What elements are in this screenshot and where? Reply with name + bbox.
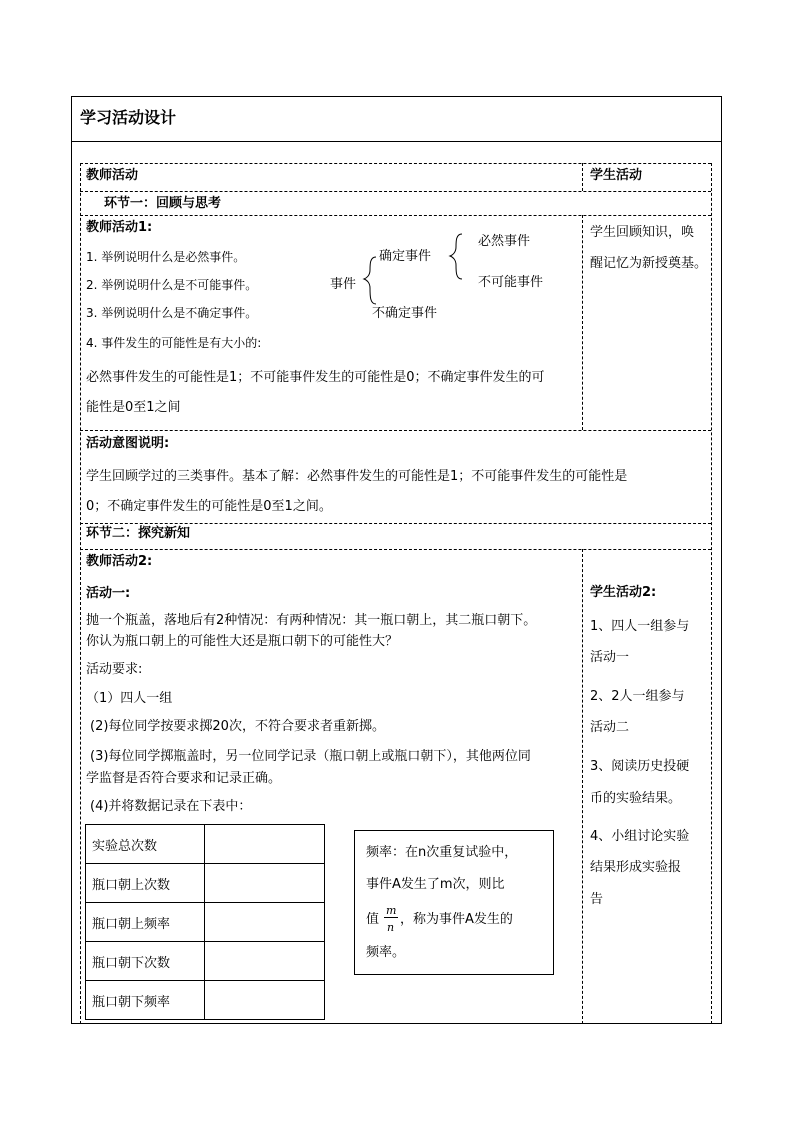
teacher-activity-1-label: 教师活动1: <box>86 220 153 235</box>
review-item-4: 4. 事件发生的可能性是有大小的: <box>86 336 262 350</box>
review-item-3: 3. 举例说明什么是不确定事件。 <box>86 306 258 320</box>
student-review-line1: 学生回顾知识，唤 <box>590 225 695 240</box>
diagram-brackets <box>360 228 480 312</box>
probability-summary-line1: 必然事件发生的可能性是1；不可能事件发生的可能性是0；不确定事件发生的可 <box>86 370 545 385</box>
intent-title: 活动意图说明: <box>86 436 170 451</box>
frequency-line1: 频率：在n次重复试验中， <box>366 845 518 860</box>
diagram-root-event: 事件 <box>330 277 357 292</box>
fraction-denominator: n <box>387 921 395 934</box>
teacher-activity-header: 教师活动 <box>86 168 139 183</box>
inner-left-border <box>80 163 81 1024</box>
inner-right-border <box>711 163 712 1024</box>
column-divider <box>582 163 583 191</box>
requirement-1: （1）四人一组 <box>86 691 173 706</box>
problem-line1: 抛一个瓶盖，落地后有2种情况：有两种情况：其一瓶口朝上，其二瓶口朝下。 <box>86 613 537 628</box>
problem-line2: 你认为瓶口朝上的可能性大还是瓶口朝下的可能性大？ <box>86 634 399 649</box>
diagram-sure-event: 必然事件 <box>478 234 531 249</box>
table-row <box>86 903 325 942</box>
student-review-line2: 醒记忆为新授奠基。 <box>590 256 708 271</box>
student-activity-line: 结果形成实验报 <box>590 860 682 875</box>
student-activity-line: 2、2人一组参与 <box>590 689 685 704</box>
segment1-title: 环节一：回顾与思考 <box>104 196 222 211</box>
diagram-uncertain-event: 不确定事件 <box>372 306 438 321</box>
intent-line1: 学生回顾学过的三类事件。基本了解：必然事件发生的可能性是1；不可能事件发生的可能性是 <box>86 469 628 484</box>
diagram-impossible-event: 不可能事件 <box>478 275 544 290</box>
activity-one-label: 活动一: <box>86 586 131 601</box>
frequency-line3-prefix: 值 <box>366 912 380 927</box>
frequency-line3-suffix: ，称为事件A发生的 <box>400 912 513 927</box>
student-activity-header: 学生活动 <box>590 168 643 183</box>
grid-line <box>80 191 711 192</box>
student-activity-line: 1、四人一组参与 <box>590 619 690 634</box>
probability-summary-line2: 能性是0至1之间 <box>86 400 181 415</box>
student-activity-line: 币的实验结果。 <box>590 791 682 806</box>
table-row <box>86 981 325 1020</box>
grid-line <box>80 215 711 216</box>
record-table <box>85 824 325 1020</box>
frequency-line2: 事件A发生了m次，则比 <box>366 877 505 892</box>
title-divider <box>71 141 722 142</box>
requirement-2: (2)每位同学按要求掷20次，不符合要求者重新掷。 <box>90 719 385 734</box>
student-activity-line: 4、小组讨论实验 <box>590 829 690 844</box>
grid-line <box>80 163 711 164</box>
table-row-label: 瓶口朝上频率 <box>86 903 205 942</box>
column-divider <box>582 215 583 430</box>
table-row <box>86 942 325 981</box>
table-cell-empty[interactable] <box>205 825 325 864</box>
grid-line <box>80 430 711 431</box>
student-activity-line: 3、阅读历史投硬 <box>590 759 690 774</box>
student-activity-line: 活动二 <box>590 720 630 735</box>
grid-line <box>80 523 711 524</box>
column-divider <box>582 549 583 1024</box>
fraction-bar <box>384 917 398 918</box>
intent-line2: 0；不确定事件发生的可能性是0至1之间。 <box>86 499 332 514</box>
table-row-label: 瓶口朝下次数 <box>86 942 205 981</box>
student-activity-2-title: 学生活动2: <box>590 585 657 600</box>
table-row-label: 瓶口朝上次数 <box>86 864 205 903</box>
review-item-2: 2. 举例说明什么是不可能事件。 <box>86 278 258 292</box>
segment2-title: 环节二：探究新知 <box>86 526 191 541</box>
diagram-certain-event: 确定事件 <box>379 249 432 264</box>
requirement-3-line1: (3)每位同学掷瓶盖时，另一位同学记录（瓶口朝上或瓶口朝下），其他两位同 <box>90 749 531 764</box>
frequency-line4: 频率。 <box>366 945 406 960</box>
table-cell-empty[interactable] <box>205 942 325 981</box>
requirement-4: (4)并将数据记录在下表中： <box>90 799 252 814</box>
table-cell-empty[interactable] <box>205 981 325 1020</box>
student-activity-line: 活动一 <box>590 650 630 665</box>
review-item-1: 1. 举例说明什么是必然事件。 <box>86 250 246 264</box>
section-title: 学习活动设计 <box>80 108 177 127</box>
requirement-3-line2: 学监督是否符合要求和记录正确。 <box>86 771 282 786</box>
table-row <box>86 825 325 864</box>
table-row-label: 瓶口朝下频率 <box>86 981 205 1020</box>
table-cell-empty[interactable] <box>205 903 325 942</box>
requirements-label: 活动要求: <box>86 662 143 677</box>
fraction-numerator: m <box>386 904 397 917</box>
table-cell-empty[interactable] <box>205 864 325 903</box>
student-activity-line: 告 <box>590 892 604 907</box>
table-row <box>86 864 325 903</box>
teacher-activity-2-label: 教师活动2: <box>86 554 153 569</box>
table-row-label: 实验总次数 <box>86 825 205 864</box>
grid-line <box>80 549 711 550</box>
